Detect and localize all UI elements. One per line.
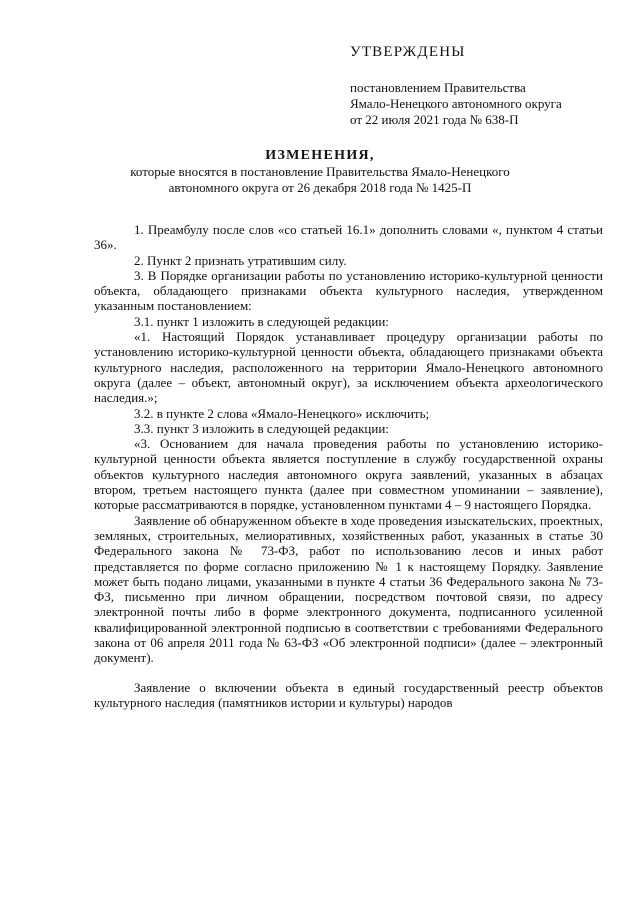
paragraph: «1. Настоящий Порядок устанавливает процедуру организации работы по установлению историко-культурной ценности объекта, обладающего признаками объекта культурного наследия, расположенного на территории Ямало-Ненецкого автономного округа (далее – объект, автономный округ), за исключением объекта археологического наследия.»; <box>94 329 603 406</box>
decree-reference <box>350 80 562 128</box>
document-body <box>94 222 603 710</box>
paragraph: 2. Пункт 2 признать утратившим силу. <box>134 252 347 268</box>
approved-label: УТВЕРЖДЕНЫ <box>350 44 466 60</box>
paragraph: 1. Преамбулу после слов «со статьей 16.1» дополнить словами «, пунктом 4 статьи 36». <box>94 222 603 253</box>
paragraph: 3.3. пункт 3 изложить в следующей редакции: <box>134 420 389 436</box>
decree-line: постановлением Правительства <box>350 80 526 95</box>
paragraph: 3.1. пункт 1 изложить в следующей редакции: <box>134 313 389 329</box>
paragraph: Заявление о включении объекта в единый государственный реестр объектов культурного наследия (памятников истории и культуры) народов <box>94 679 603 710</box>
document-title: ИЗМЕНЕНИЯ, <box>265 148 375 163</box>
decree-line: от 22 июля 2021 года № 638-П <box>350 112 519 127</box>
document-subtitle <box>0 164 640 196</box>
decree-line: Ямало-Ненецкого автономного округа <box>350 96 562 111</box>
paragraph: «3. Основанием для начала проведения работы по установлению историко-культурной ценности объекта является поступление в службу государственной охраны объектов культурного наследия автономного округа заявлений, указанных в абзацах втором, третьем настоящего пункта (далее при совместном упоминании – заявление), которые рассматриваются в порядке, установленном пунктами 4 – 9 настоящего Порядка. <box>94 436 603 513</box>
paragraph: 3. В Порядке организации работы по установлению историко-культурной ценности объекта, обладающего признаками объекта культурного наследия, утвержденном указанным постановлением: <box>94 267 603 314</box>
subtitle-line: которые вносятся в постановление Правительства Ямало-Ненецкого <box>130 164 510 179</box>
paragraph: Заявление об обнаруженном объекте в ходе проведения изыскательских, проектных, земляных, строительных, мелиоративных, хозяйственных работ, указанных в статье 30 Федерального закона № 73-ФЗ, работ по использованию лесов и иных работ представляется по форме согласно приложению № 1 к настоящему Порядку. Заявление может быть подано лицами, указанными в пункте 4 статьи 36 Федерального закона № 73-ФЗ, письменно при личном обращении, посредством почтовой связи, по адресу электронной почты либо в форме электронного документа, подписанного усиленной квалифицированной электронной подписью в соответствии с требованиями Федерального закона от 06 апреля 2011 года № 63-ФЗ «Об электронной подписи» (далее – электронный документ). <box>94 512 603 666</box>
subtitle-line: автономного округа от 26 декабря 2018 года № 1425-П <box>168 180 472 195</box>
paragraph: 3.2. в пункте 2 слова «Ямало-Ненецкого» исключить; <box>134 405 430 421</box>
